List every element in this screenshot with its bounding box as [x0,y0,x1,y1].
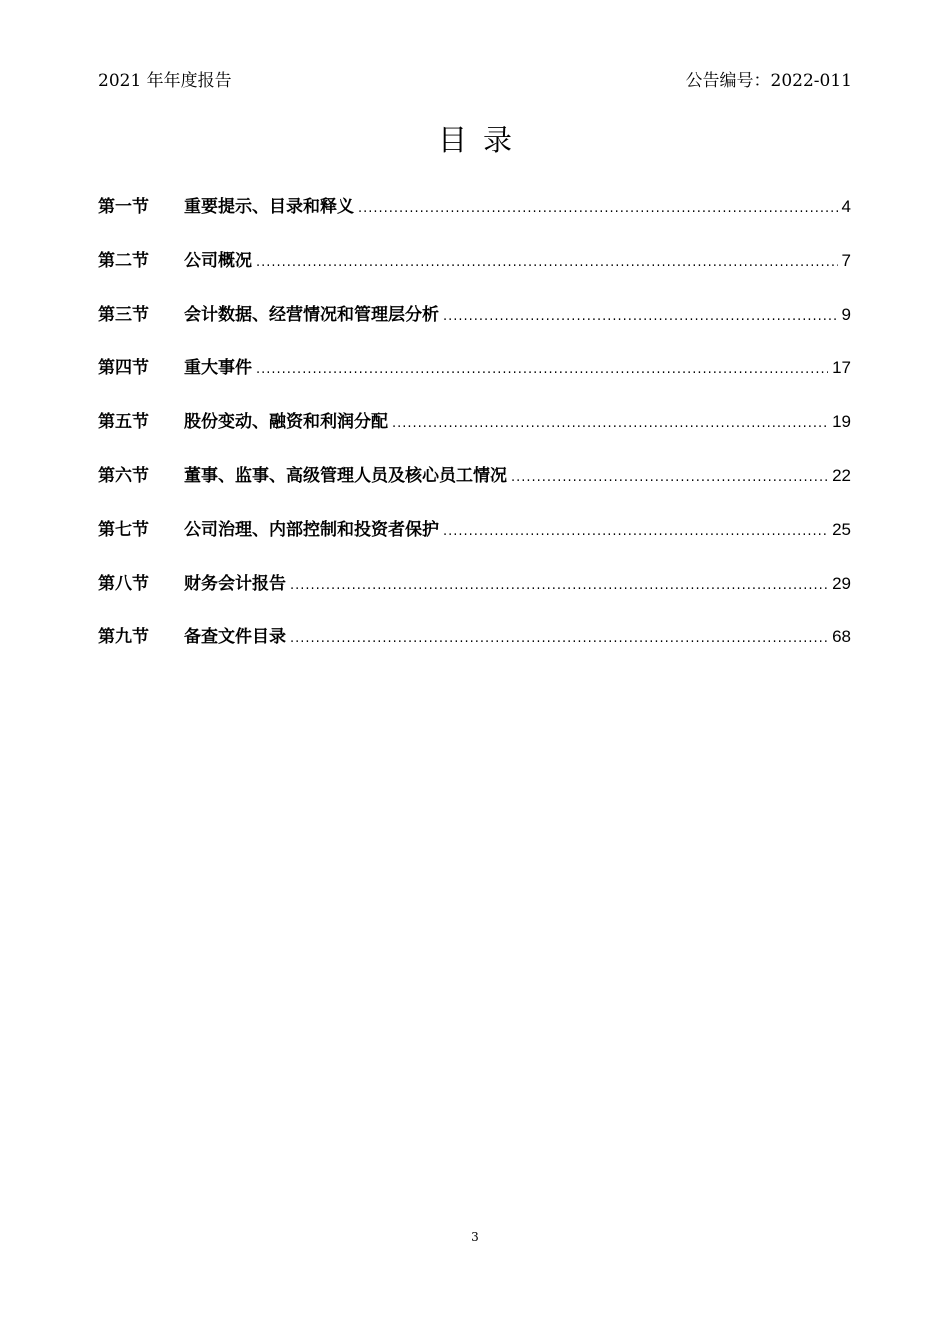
toc-page-number: 68 [832,627,851,647]
toc-section-number: 第八节 [98,573,149,594]
toc-section-number: 第九节 [98,627,149,648]
dot-leader [256,246,838,280]
toc-entry-1[interactable] [98,190,851,244]
dot-leader [358,192,838,226]
toc-entry-9[interactable] [98,620,851,674]
dot-leader [443,300,838,334]
toc-page-number: 7 [841,250,851,270]
toc-page-number: 9 [841,304,851,324]
toc-section-number: 第四节 [98,358,149,379]
toc-page-number: 4 [841,197,851,216]
toc-entry-7[interactable] [98,513,851,567]
toc-section-number: 第七节 [98,519,149,540]
toc-section-name: 董事、监事、高级管理人员及核心员工情况 [184,465,507,486]
toc-section-name: 备查文件目录 [184,627,286,648]
page-header [98,68,852,94]
toc-section-number: 第二节 [98,250,149,271]
toc-page-number: 19 [832,412,851,432]
toc-section-name: 股份变动、融资和利润分配 [184,412,388,433]
toc-section-name: 公司治理、内部控制和投资者保护 [184,519,439,540]
toc-section-number: 第六节 [98,465,149,486]
toc-page-number: 22 [832,465,851,485]
toc-entry-4[interactable] [98,351,851,405]
toc-title: 目录 [437,123,528,157]
toc-section-name: 公司概况 [184,250,252,271]
toc-section-number: 第一节 [98,197,149,217]
toc-section-name: 重大事件 [184,358,252,379]
dot-leader [511,461,828,495]
report-title-header: 2021 年年度报告 [98,71,232,91]
announcement-number: 公告编号：2022-011 [685,71,852,91]
toc-entry-5[interactable] [98,405,851,459]
table-of-contents [98,190,851,674]
toc-entry-3[interactable] [98,298,851,352]
toc-page-number: 17 [832,358,851,378]
toc-section-number: 第五节 [98,412,149,433]
dot-leader [256,353,828,387]
dot-leader [392,407,828,441]
toc-entry-8[interactable] [98,567,851,621]
page-number: 3 [471,1230,479,1244]
toc-page-number: 29 [832,573,851,593]
toc-section-name: 重要提示、目录和释义 [184,197,354,217]
toc-section-name: 财务会计报告 [184,573,286,594]
toc-section-name: 会计数据、经营情况和管理层分析 [184,304,439,325]
dot-leader [443,515,828,549]
dot-leader [290,569,828,603]
toc-page-number: 25 [832,519,851,539]
toc-entry-2[interactable] [98,244,851,298]
toc-entry-6[interactable] [98,459,851,513]
toc-section-number: 第三节 [98,304,149,325]
dot-leader [290,622,828,656]
